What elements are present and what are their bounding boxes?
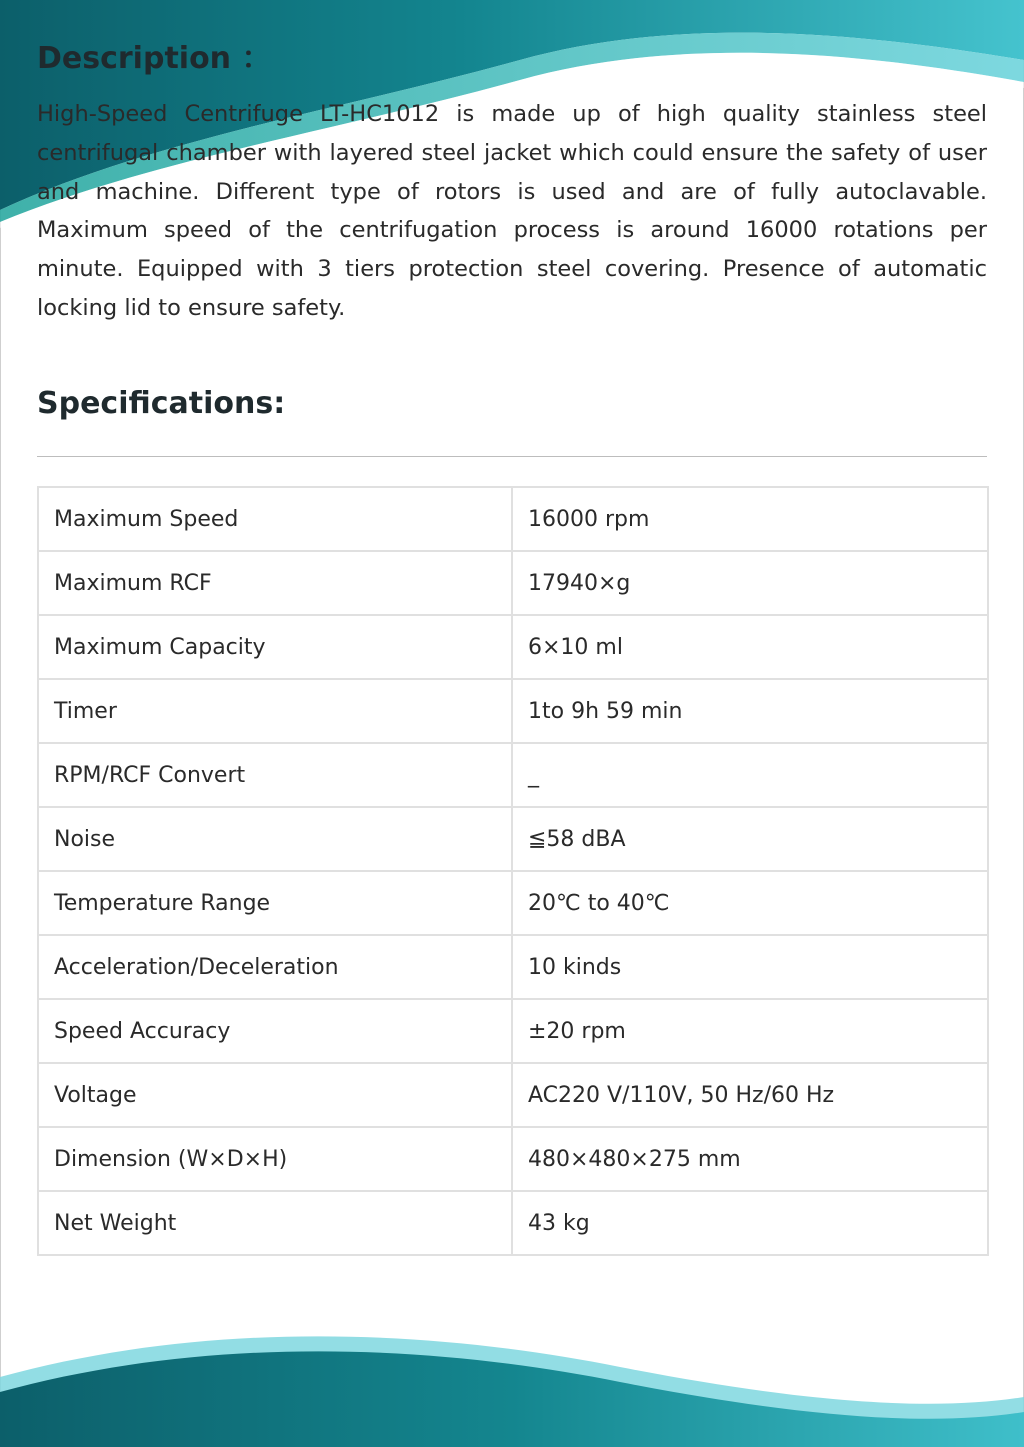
table-row (38, 1191, 988, 1255)
spec-value: AC220 V/110V, 50 Hz/60 Hz (512, 1063, 988, 1127)
description-text: High-Speed Centrifuge LT-HC1012 is made up of high quality stainless steel centrifugal chamber with layered steel jacket which could ensure the safety of user and machine. Different type of rotors is used and are of fully autoclavable. Maximum speed of the centrifugation process is around 16000 rotations per minute. Equipped with 3 tiers protection steel covering. Presence of automatic locking lid to ensure safety. (37, 101, 987, 321)
spec-label: Acceleration/Deceleration (38, 935, 512, 999)
spec-label: Maximum RCF (38, 551, 512, 615)
table-row (38, 1063, 988, 1127)
spec-label: Voltage (38, 1063, 512, 1127)
table-row (38, 679, 988, 743)
footer-wave-decoration (0, 1317, 1024, 1447)
spec-label: Speed Accuracy (38, 999, 512, 1063)
spec-value: ±20 rpm (512, 999, 988, 1063)
spec-value: 480×480×275 mm (512, 1127, 988, 1191)
table-row (38, 615, 988, 679)
spec-label: Temperature Range (38, 871, 512, 935)
spec-label: Net Weight (38, 1191, 512, 1255)
spec-value: 10 kinds (512, 935, 988, 999)
table-row (38, 871, 988, 935)
spec-value: 17940×g (512, 551, 988, 615)
spec-value: 20℃ to 40℃ (512, 871, 988, 935)
spec-value: _ (512, 743, 988, 807)
spec-label: Maximum Capacity (38, 615, 512, 679)
spec-label: RPM/RCF Convert (38, 743, 512, 807)
spec-value: 1to 9h 59 min (512, 679, 988, 743)
specifications-title: Specifications: (37, 386, 286, 421)
table-row (38, 935, 988, 999)
table-row (38, 551, 988, 615)
table-row (38, 807, 988, 871)
table-row (38, 1127, 988, 1191)
specifications-table (37, 486, 989, 1256)
spec-value: 6×10 ml (512, 615, 988, 679)
spec-value: 16000 rpm (512, 487, 988, 551)
spec-value: 43 kg (512, 1191, 988, 1255)
table-row (38, 487, 988, 551)
table-row (38, 743, 988, 807)
spec-label: Dimension (W×D×H) (38, 1127, 512, 1191)
description-title: Description ： (37, 41, 272, 76)
spec-label: Timer (38, 679, 512, 743)
table-row (38, 999, 988, 1063)
spec-label: Noise (38, 807, 512, 871)
spec-value: ≦58 dBA (512, 807, 988, 871)
section-divider (37, 456, 987, 457)
spec-label: Maximum Speed (38, 487, 512, 551)
